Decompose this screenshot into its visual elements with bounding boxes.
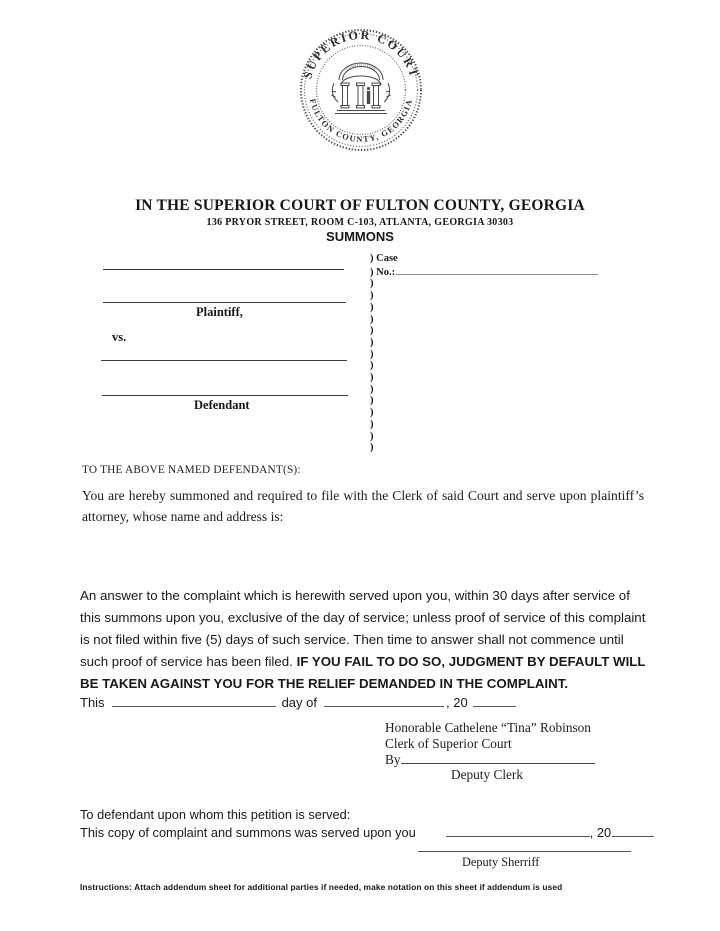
seal-left-sprig (332, 83, 338, 102)
case-caption-column (370, 253, 598, 454)
caption-paren: ) (370, 372, 374, 384)
seal-figure (367, 87, 370, 104)
form-title: SUMMONS (326, 229, 394, 244)
svg-text:CONSTITUTION (345, 63, 376, 72)
caption-paren: ) (370, 383, 374, 395)
caption-paren: ) (370, 407, 374, 419)
service-intro: To defendant upon whom this petition is served: (80, 807, 351, 822)
defendant-label: Defendant (194, 398, 250, 412)
by-label: By (385, 751, 401, 767)
caption-paren: ) (370, 418, 374, 430)
answer-paragraph-normal: An answer to the complaint which is herewith served upon you, within 30 days after service of this summons upon you, exclusive of the day of service; unless proof of service of this complaint is not filed within five (5) days of such service. Then time to answer shall not commence until such proof of service has been filed. (80, 588, 646, 669)
clerk-title: Clerk of Superior Court (385, 735, 512, 751)
superior-court-seal-icon (297, 22, 425, 160)
service-date-line (80, 823, 654, 840)
caption-paren: ) (370, 360, 374, 372)
deputy-clerk-signature-line (401, 752, 595, 764)
caption-paren: ) (370, 313, 374, 325)
caption-paren: ) (370, 301, 374, 313)
case-label: Case (376, 253, 398, 264)
month-blank-line (324, 693, 444, 707)
plaintiff-name-line-2 (103, 302, 346, 303)
summoned-paragraph: You are hereby summoned and required to file with the Clerk of said Court and serve upon plaintiff’s attorney, whose name and address is: (82, 488, 644, 524)
seal-bottom-text: FULTON COUNTY, GEORGIA (307, 97, 415, 145)
caption-case-no-row: ) No.: (370, 265, 598, 279)
caption-paren: ) (370, 395, 374, 407)
plaintiff-label: Plaintiff, (196, 305, 243, 319)
caption-paren: ) (370, 336, 374, 348)
form-instructions: Instructions: Attach addendum sheet for additional parties if needed, make notation on this sheet if addendum is used (80, 882, 563, 892)
versus-label: vs. (112, 330, 127, 344)
court-address: 136 PRYOR STREET, ROOM C-103, ATLANTA, GEORGIA 30303 (206, 217, 514, 228)
clerk-signature-block (385, 720, 595, 783)
seal-banner-text: CONSTITUTION (345, 62, 377, 72)
defendant-name-line-1 (101, 360, 347, 361)
day-blank-line (112, 693, 276, 707)
case-number-line (396, 265, 598, 275)
deputy-clerk-label: Deputy Clerk (451, 767, 524, 783)
year-prefix: , 20 (445, 695, 468, 710)
seal-top-text: SUPERIOR COURT (300, 27, 422, 81)
seal-arch-emblem (332, 63, 391, 114)
clerk-name: Honorable Cathelene “Tina” Robinson (385, 720, 591, 735)
plaintiff-name-line-1 (103, 269, 344, 270)
svg-text:SUPERIOR COURT (300, 28, 421, 81)
day-of-label: day of (281, 695, 317, 710)
deputy-sheriff-signature-line (418, 851, 631, 852)
service-year-prefix: , 20 (589, 825, 612, 840)
answer-paragraph (80, 585, 647, 695)
caption-paren: ) (370, 442, 374, 454)
service-year-blank-line (612, 823, 654, 837)
caption-paren: ) (370, 430, 374, 442)
seal-right-sprig (384, 83, 390, 102)
defendant-name-line-2 (102, 395, 348, 396)
service-date-blank-line (446, 823, 590, 837)
served-text: This copy of complaint and summons was served upon you (80, 825, 416, 840)
year-blank-line (473, 693, 516, 707)
caption-paren: ) (370, 348, 374, 360)
caption-paren: ) (370, 278, 374, 290)
execution-date-line (80, 693, 516, 710)
by-row (385, 752, 595, 768)
caption-case-row: ) Case (370, 253, 398, 264)
this-label: This (80, 695, 105, 710)
to-defendant-heading: TO THE ABOVE NAMED DEFENDANT(S): (82, 464, 301, 476)
case-no-label: No.: (376, 266, 396, 278)
answer-paragraph-default-warning: IF YOU FAIL TO DO SO, JUDGMENT BY DEFAULT WILL BE TAKEN AGAINST YOU FOR THE RELIEF DEMANDED IN THE COMPLAINT. (80, 654, 646, 691)
caption-paren: ) (370, 290, 374, 302)
deputy-sheriff-label: Deputy Sherriff (462, 855, 540, 869)
court-title: IN THE SUPERIOR COURT OF FULTON COUNTY, GEORGIA (135, 197, 585, 214)
caption-paren: ) (370, 325, 374, 337)
